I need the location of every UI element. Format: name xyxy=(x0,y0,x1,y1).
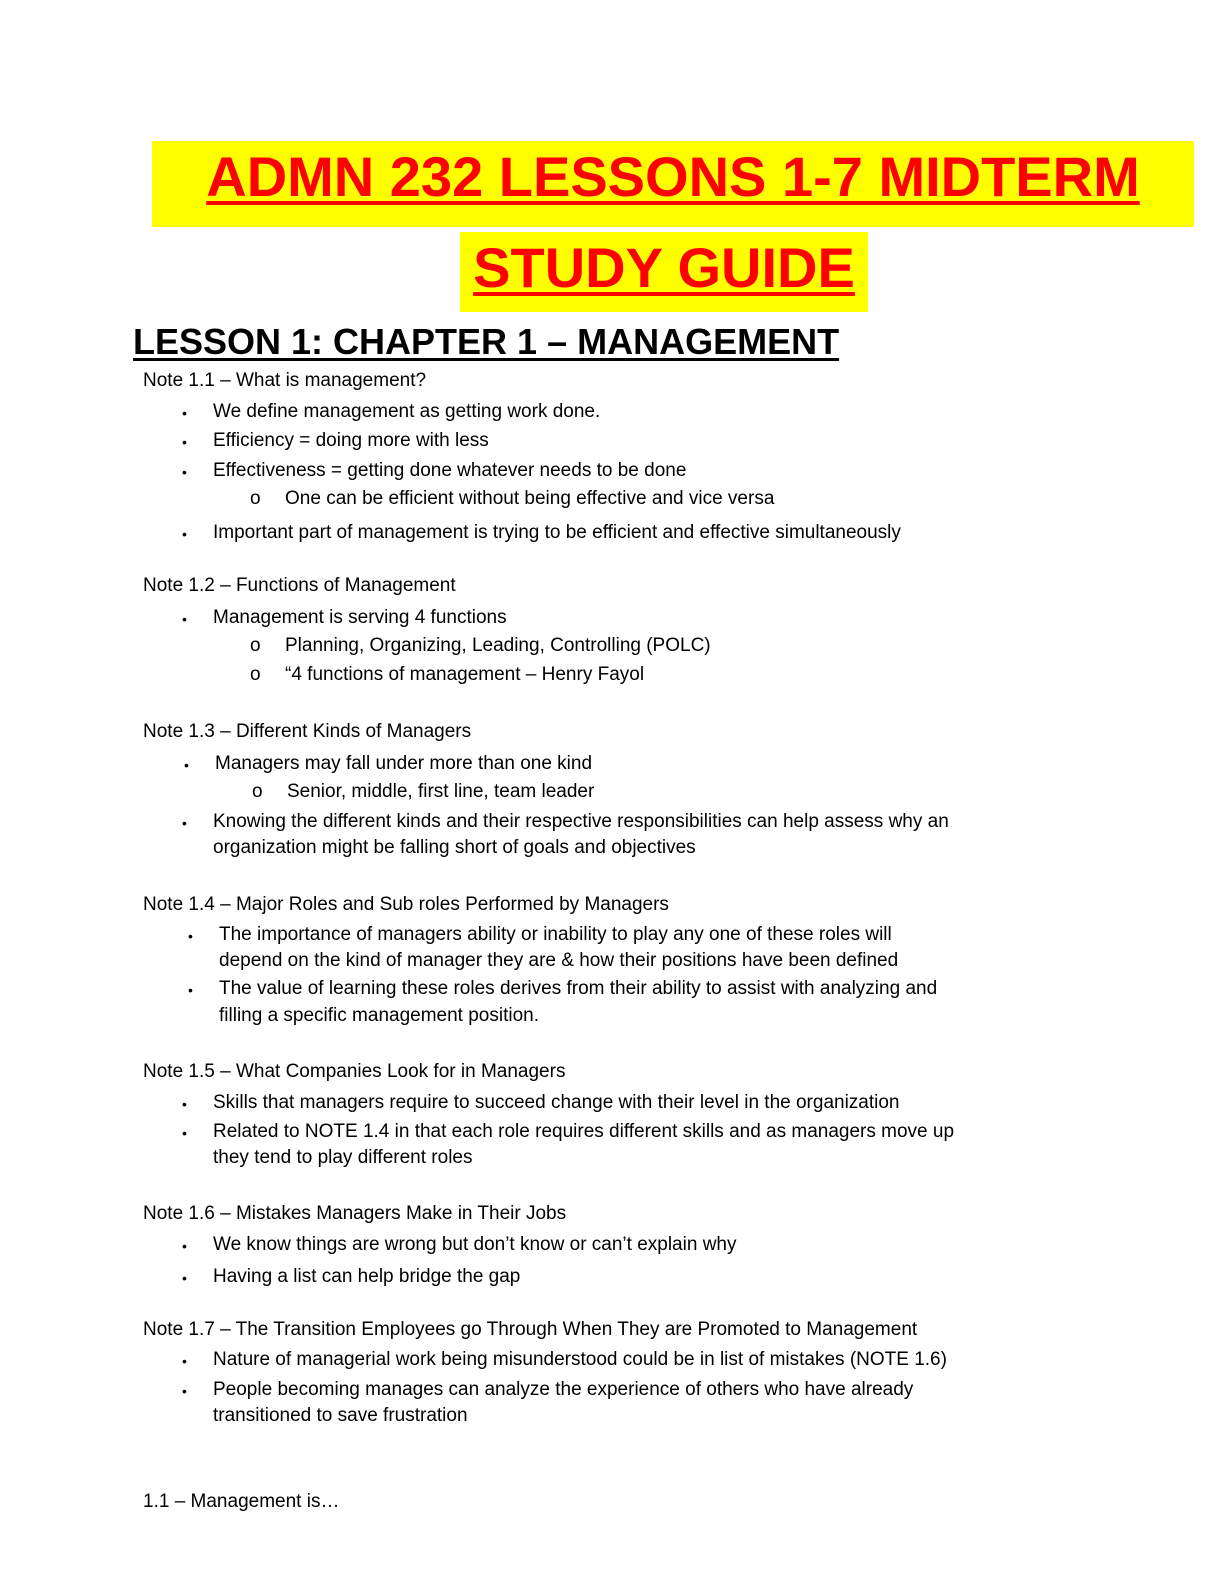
bullet-icon: • xyxy=(182,405,187,421)
list-item-continuation: organization might be falling short of goals and objectives xyxy=(213,837,696,858)
list-item-continuation: transitioned to save frustration xyxy=(213,1405,468,1426)
list-item: Knowing the different kinds and their respective responsibilities can help assess why an xyxy=(213,811,949,832)
bullet-icon: • xyxy=(182,1270,187,1286)
footer-text: 1.1 – Management is… xyxy=(143,1491,340,1512)
sub-bullet-icon: o xyxy=(250,488,261,509)
sub-list-item: “4 functions of management – Henry Fayol xyxy=(285,664,645,685)
list-item: Related to NOTE 1.4 in that each role requires different skills and as managers move up xyxy=(213,1121,955,1142)
sub-bullet-icon: o xyxy=(250,664,261,685)
list-item: People becoming manages can analyze the experience of others who have already xyxy=(213,1379,914,1400)
bullet-icon: • xyxy=(182,526,187,542)
note-heading: Note 1.6 – Mistakes Managers Make in Their Jobs xyxy=(143,1203,567,1224)
list-item: The value of learning these roles derives from their ability to assist with analyzing and xyxy=(219,978,938,999)
bullet-icon: • xyxy=(182,1353,187,1369)
list-item: The importance of managers ability or inability to play any one of these roles will xyxy=(219,924,892,945)
bullet-icon: • xyxy=(182,1125,187,1141)
list-item: Skills that managers require to succeed change with their level in the organization xyxy=(213,1092,900,1113)
list-item: Managers may fall under more than one kind xyxy=(215,753,593,774)
note-heading: Note 1.7 – The Transition Employees go Through When They are Promoted to Management xyxy=(143,1319,918,1340)
list-item: Having a list can help bridge the gap xyxy=(213,1266,521,1287)
bullet-icon: • xyxy=(182,815,187,831)
sub-bullet-icon: o xyxy=(252,781,263,802)
bullet-icon: • xyxy=(182,1096,187,1112)
note-heading: Note 1.3 – Different Kinds of Managers xyxy=(143,721,472,742)
list-item: Important part of management is trying to be efficient and effective simultaneously xyxy=(213,522,901,543)
list-item: Efficiency = doing more with less xyxy=(213,430,489,451)
list-item: Nature of managerial work being misunderstood could be in list of mistakes (NOTE 1.6) xyxy=(213,1349,947,1370)
list-item-continuation: they tend to play different roles xyxy=(213,1147,473,1168)
document-title-line-2: STUDY GUIDE xyxy=(460,232,868,312)
note-heading: Note 1.1 – What is management? xyxy=(143,370,427,391)
list-item-continuation: filling a specific management position. xyxy=(219,1005,540,1026)
bullet-icon: • xyxy=(188,928,193,944)
sub-bullet-icon: o xyxy=(250,635,261,656)
lesson-heading: LESSON 1: CHAPTER 1 – MANAGEMENT xyxy=(133,321,840,362)
note-heading: Note 1.5 – What Companies Look for in Managers xyxy=(143,1061,566,1082)
sub-list-item: Senior, middle, first line, team leader xyxy=(287,781,595,802)
bullet-icon: • xyxy=(182,1383,187,1399)
list-item: We define management as getting work done. xyxy=(213,401,601,422)
list-item-continuation: depend on the kind of manager they are & how their positions have been defined xyxy=(219,950,899,971)
sub-list-item: Planning, Organizing, Leading, Controlling (POLC) xyxy=(285,635,711,656)
bullet-icon: • xyxy=(182,464,187,480)
list-item: Management is serving 4 functions xyxy=(213,607,507,628)
bullet-icon: • xyxy=(188,982,193,998)
bullet-icon: • xyxy=(182,611,187,627)
bullet-icon: • xyxy=(182,434,187,450)
list-item: Effectiveness = getting done whatever needs to be done xyxy=(213,460,687,481)
list-item: We know things are wrong but don’t know or can’t explain why xyxy=(213,1234,737,1255)
note-heading: Note 1.2 – Functions of Management xyxy=(143,575,456,596)
bullet-icon: • xyxy=(182,1238,187,1254)
note-heading: Note 1.4 – Major Roles and Sub roles Performed by Managers xyxy=(143,894,669,915)
sub-list-item: One can be efficient without being effective and vice versa xyxy=(285,488,775,509)
document-title-line-1: ADMN 232 LESSONS 1-7 MIDTERM xyxy=(152,141,1194,227)
bullet-icon: • xyxy=(184,757,189,773)
